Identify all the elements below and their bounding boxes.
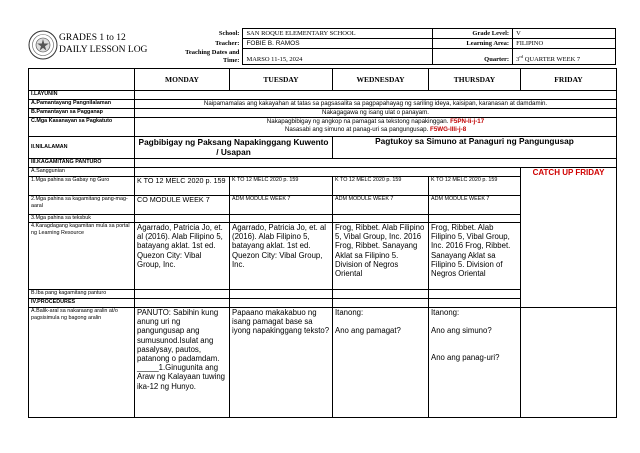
teacher-value: FOBIE B. RAMOS [243, 39, 433, 49]
grade-value: V [513, 29, 616, 39]
teacher-label: Teacher: [215, 40, 240, 47]
pangnilalaman-text: Naipamamalas ang kakayahan at tatas sa pagsasalita sa pagpapahayag ng sariling ideya, kaisipan, karanasan at damdamin. [135, 100, 617, 109]
karagdagang-label: 4.Karagdagang kagamitan mula sa portal ng Learning Resource [29, 223, 135, 290]
deped-seal-icon [28, 30, 58, 60]
quarter-value: 3rd QUARTER WEEK 7 [513, 49, 616, 65]
catch-up-friday: CATCH UP FRIDAY [521, 168, 617, 308]
karagdagang-tue: Agarrado, Patricia Jo, et. al (2016). Alab Filipino 5, batayang aklat. 1st ed. Quezon City: Vibal Group, Inc. [230, 223, 333, 290]
row-kagamitan [29, 159, 617, 168]
day-tuesday: TUESDAY [230, 69, 333, 91]
row-pagganap [29, 109, 617, 118]
grade-label: Grade Level: [433, 29, 513, 39]
day-header-row [29, 69, 617, 91]
school-label: School: [218, 30, 240, 37]
competency-code-1: F5PN-Ii-j-17 [450, 118, 485, 125]
balik-aral-wed: Itanong: Ano ang pamagat? [333, 308, 429, 418]
day-wednesday: WEDNESDAY [333, 69, 429, 91]
kagamitan-label: III.KAGAMITANG PANTURO [29, 159, 135, 168]
row-sanggunian [29, 168, 617, 177]
dll-title [59, 32, 147, 56]
guro-wed: K TO 12 MELC 2020 p. 159 [333, 177, 429, 196]
layunin-label: I.LAYUNIN [29, 91, 135, 100]
day-friday: FRIDAY [521, 69, 617, 91]
title-line-2: DAILY LESSON LOG [59, 45, 148, 55]
dates-label: Teaching Dates and Time: [185, 48, 240, 64]
karagdagang-wed: Frog, Ribbet. Alab Filipino 5, Vibal Group, Inc. 2016 Frog, Ribbet. Sanayang Aklat sa Filipino 5. Division of Negros Oriental [333, 223, 429, 290]
row-nilalaman [29, 137, 617, 159]
learning-area-label: Learning Area: [433, 39, 513, 49]
balik-aral-label: A.Balik-aral sa nakaraang aralin at/o pagsisimula ng bagong aralin [29, 308, 135, 418]
corner-cell [29, 69, 135, 91]
day-monday: MONDAY [135, 69, 230, 91]
kagamitang-wed: ADM MODULE WEEK 7 [333, 196, 429, 215]
lesson-log-table [28, 68, 617, 418]
karagdagang-thu: Frog, Ribbet. Alab Filipino 5, Vibal Group, Inc. 2016 Frog, Ribbet. Sanayang Aklat sa Filipino 5. Division of Negros Oriental [429, 223, 521, 290]
kagamitang-thu: ADM MODULE WEEK 7 [429, 196, 521, 215]
row-pangnilalaman [29, 100, 617, 109]
title-line-1: GRADES 1 to 12 [59, 33, 126, 43]
guro-mon: K TO 12 MELC 2020 p. 159 [135, 177, 230, 196]
school-value: SAN ROQUE ELEMENTARY SCHOOL [243, 29, 433, 39]
pagkatuto-text: Nakapagbibigay ng angkop na pamagat sa tekstong napakinggan. F5PN-Ii-j-17 Nasasabi ang simuno at panag-uri sa pangungusap. F5WG-IIIi-j-8 [135, 118, 617, 137]
row-balik-aral [29, 308, 617, 418]
iba-label: B.Iba pang kagamitang panturo [29, 290, 135, 299]
kagamitang-tue: ADM MODULE WEEK 7 [230, 196, 333, 215]
dates-value: MARSO 11-15, 2024 [243, 49, 433, 65]
pagkatuto-label: C.Mga Kasanayan sa Pagkatuto [29, 118, 135, 137]
quarter-label: Quarter: [433, 49, 513, 65]
gabay-guro-label: 1.Mga pahina sa Gabay ng Guro [29, 177, 135, 196]
teksbuk-label: 3.Mga pahina sa teksbuk [29, 215, 135, 223]
header-info-table [163, 28, 616, 65]
kagamitang-mon: CO MODULE WEEK 7 [135, 196, 230, 215]
row-pagkatuto [29, 118, 617, 137]
karagdagang-mon: Agarrado, Patricia Jo, et. al (2016). Alab Filipino 5, batayang aklat. 1st ed. Quezon City: Vibal Group, Inc. [135, 223, 230, 290]
dll-header [28, 28, 616, 66]
guro-thu: K TO 12 MELC 2020 p. 159 [429, 177, 521, 196]
pagganap-label: B.Pamantayan sa Pagganap [29, 109, 135, 118]
guro-tue: K TO 12 MELC 2020 p. 159 [230, 177, 333, 196]
competency-code-2: F5WG-IIIi-j-8 [430, 125, 467, 133]
balik-aral-fri [521, 308, 617, 418]
learning-area-value: FILIPINO [513, 39, 616, 49]
nilalaman-topic-2: Pagtukoy sa Simuno at Panaguri ng Pangungusap [333, 137, 617, 159]
balik-aral-mon: PANUTO: Sabihin kung anung uri ng pangungusap ang sumusunod.Isulat ang pasalysay, pautos, patanong o padamdam. _____1.Ginugunita ang Araw ng Kalayaan tuwing ika-12 ng Hunyo. [135, 308, 230, 418]
balik-aral-thu: Itanong: Ano ang simuno? Ano ang panag-uri? [429, 308, 521, 418]
pangnilalaman-label: A.Pamantayang Pangnilalaman [29, 100, 135, 109]
nilalaman-label: II.NILALAMAN [29, 137, 135, 159]
sanggunian-label: A.Sanggunian [29, 168, 135, 177]
kagamitang-label: 2.Mga pahina sa kagamitang pang-mag-aaral [29, 196, 135, 215]
day-thursday: THURSDAY [429, 69, 521, 91]
procedures-label: IV.PROCEDURES [29, 299, 135, 308]
balik-aral-tue: Papaano makakabuo ng isang pamagat base sa iyong napakinggang teksto? [230, 308, 333, 418]
row-layunin [29, 91, 617, 100]
pagganap-text: Nakagagawa ng isang ulat o panayam. [135, 109, 617, 118]
nilalaman-topic-1: Pagbibigay ng Paksang Napakinggang Kuwento / Usapan [135, 137, 333, 159]
